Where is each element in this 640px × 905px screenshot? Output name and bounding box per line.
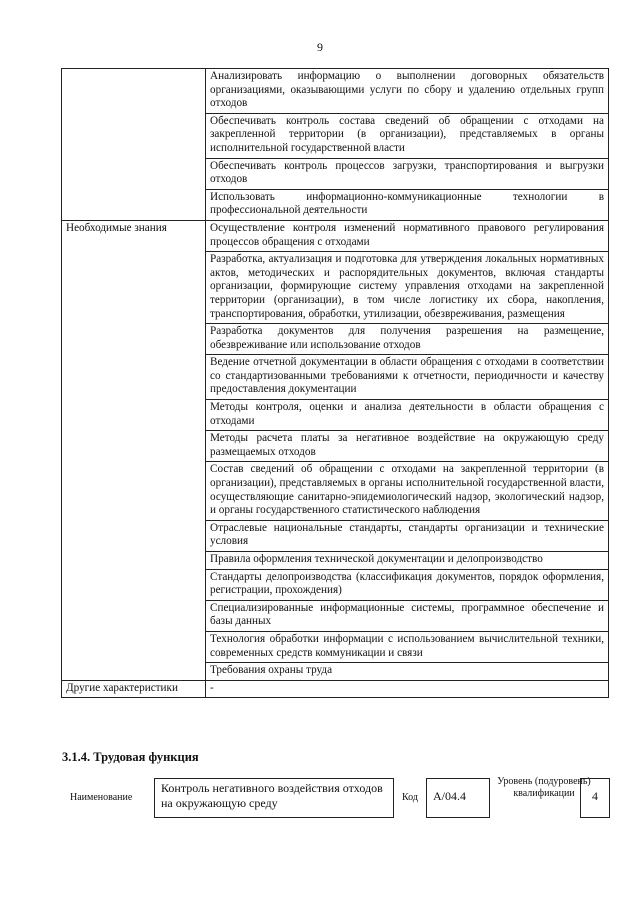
row-item: Осуществление контроля изменений нормативного правового регулирования процессов обращения с отходами xyxy=(206,220,609,251)
name-label: Наименование xyxy=(70,792,133,803)
competency-table xyxy=(61,68,609,698)
row-item: Отраслевые национальные стандарты, стандарты организации и технические условия xyxy=(206,520,609,551)
row-item: Использовать информационно-коммуникационные технологии в профессиональной деятельности xyxy=(206,189,609,220)
code-value: А/04.4 xyxy=(433,789,466,803)
table-row xyxy=(62,69,609,114)
row-item: Разработка, актуализация и подготовка для утверждения локальных нормативных актов, методических и распорядительных документов, включая стандарты организации, формирующие систему управления отходами на закрепленной территории (организации), в том числе логистику их сбора, накопления, транспортирования, обработки, утилизации, обезвреживания, размещения xyxy=(206,252,609,324)
row-item: Методы расчета платы за негативное воздействие на окружающую среду размещаемых отходов xyxy=(206,431,609,462)
page-number: 9 xyxy=(317,40,323,54)
row-item: - xyxy=(206,680,609,698)
level-value: 4 xyxy=(592,789,598,803)
name-value-box xyxy=(154,778,394,818)
section-title: 3.1.4. Трудовая функция xyxy=(62,750,199,764)
row-item: Специализированные информационные системы, программное обеспечение и базы данных xyxy=(206,600,609,631)
table-row xyxy=(62,220,609,251)
row-item: Требования охраны труда xyxy=(206,663,609,681)
code-label: Код xyxy=(402,792,418,803)
code-value-box xyxy=(426,778,490,818)
row-item: Технология обработки информации с использованием вычислительной техники, современных средств коммуникации и связи xyxy=(206,631,609,662)
row-label: Другие характеристики xyxy=(62,680,206,698)
level-label: Уровень (подуровень) квалификации xyxy=(497,776,591,799)
row-item: Стандарты делопроизводства (классификация документов, порядок оформления, регистрации, прохождения) xyxy=(206,569,609,600)
row-label xyxy=(62,69,206,221)
row-item: Обеспечивать контроль процессов загрузки, транспортирования и выгрузки отходов xyxy=(206,158,609,189)
row-item: Разработка документов для получения разрешения на размещение, обезвреживание или использование отходов xyxy=(206,324,609,355)
row-item: Анализировать информацию о выполнении договорных обязательств организациями, оказывающими услуги по сбору и удалению отдельных групп отходов xyxy=(206,69,609,114)
row-item: Методы контроля, оценки и анализа деятельности в области обращения с отходами xyxy=(206,400,609,431)
row-item: Ведение отчетной документации в области обращения с отходами в соответствии со стандартизованными требованиями к отчетности, периодичности и качеству предоставления документации xyxy=(206,355,609,400)
row-item: Состав сведений об обращении с отходами на закрепленной территории (в организации), представляемых в органы исполнительной государственной власти, осуществляющие санитарно-эпидемиологический надзор, экологический надзор, и органы государственного статистического наблюдения xyxy=(206,462,609,520)
name-value: Контроль негативного воздействия отходов на окружающую среду xyxy=(161,781,383,810)
row-item: Правила оформления технической документации и делопроизводство xyxy=(206,552,609,570)
labor-function-header xyxy=(62,778,610,820)
table-row xyxy=(62,680,609,698)
level-value-box xyxy=(580,778,610,818)
row-label: Необходимые знания xyxy=(62,220,206,680)
row-item: Обеспечивать контроль состава сведений об обращении с отходами на закрепленной территории (в организации), представляемых в органы исполнительной государственной власти xyxy=(206,113,609,158)
